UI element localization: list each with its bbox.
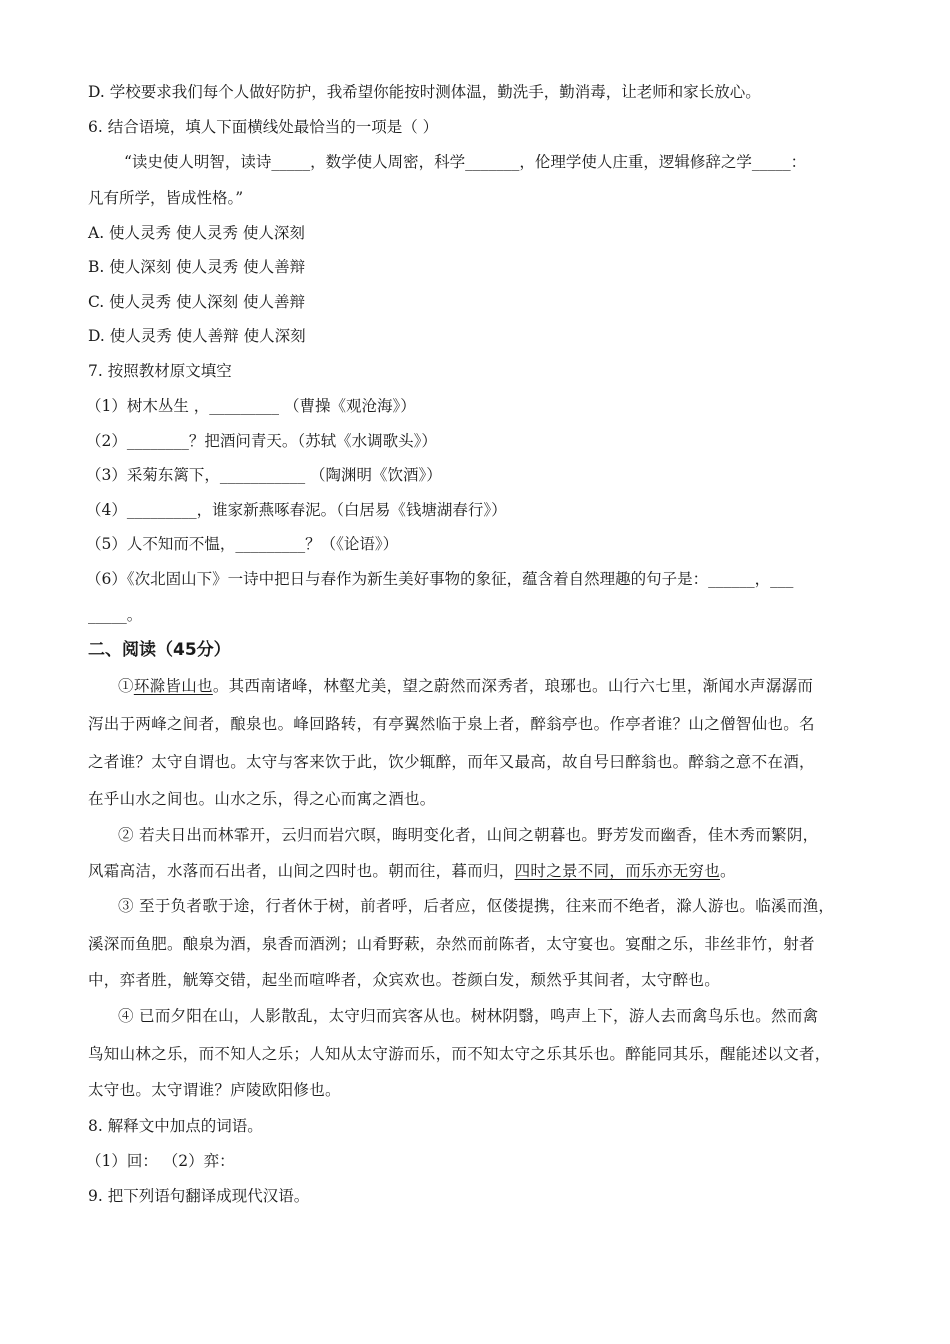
paragraph-number: ① (118, 677, 134, 695)
question-7-item-5: （5）人不知而不愠，_________？（《论语》） (86, 535, 399, 553)
underlined-phrase: 环滁皆山也 (133, 677, 213, 695)
question-8-stem: 8. 解释文中加点的词语。 (88, 1117, 263, 1135)
question-6-option-d: D. 使人灵秀 使人善辩 使人深刻 (88, 327, 306, 345)
question-6-quote-line-2: 凡有所学，皆成性格。” (88, 189, 244, 207)
question-7-stem: 7. 按照教材原文填空 (88, 362, 232, 380)
question-7-item-3: （3）采菊东篱下，___________ （陶渊明《饮酒》） (86, 466, 442, 484)
question-9-stem: 9. 把下列语句翻译成现代汉语。 (88, 1187, 310, 1205)
passage-text: 。 (720, 862, 736, 880)
question-6-stem: 6. 结合语境，填人下面横线处最恰当的一项是（ ） (88, 118, 439, 136)
passage-line: 中，弈者胜，觥筹交错，起坐而喧哗者，众宾欢也。苍颜白发，颓然乎其间者，太守醉也。 (88, 971, 721, 989)
question-7-item-1: （1）树木丛生 ，_________ （曹操《观沧海》） (86, 397, 416, 415)
question-6-option-c: C. 使人灵秀 使人深刻 使人善辩 (88, 293, 306, 311)
question-8-items: （1）回： （2）弈： (86, 1152, 235, 1170)
underlined-phrase: 四时之景不同，而乐亦无穷也 (514, 862, 721, 880)
question-6-quote-line-1: “读史使人明智，读诗_____，数学使人周密，科学_______，伦理学使人庄重，逻辑修辞之学_____： (124, 153, 807, 171)
passage-line: 在乎山水之间也。山水之乐，得之心而寓之酒也。 (88, 790, 436, 808)
passage-line: 溪深而鱼肥。酿泉为酒，泉香而酒洌；山肴野蔌，杂然而前陈者，太守宴也。宴酣之乐，非丝非竹，射者 (88, 935, 815, 953)
question-7-item-6-continued: _____。 (88, 606, 143, 624)
question-7-item-6: （6）《次北固山下》一诗中把日与春作为新生美好事物的象征，蕴含着自然理趣的句子是：______，___ (86, 570, 794, 588)
passage-line: 太守也。太守谓谁？庐陵欧阳修也。 (88, 1081, 341, 1099)
passage-line: ④ 已而夕阳在山，人影散乱，太守归而宾客从也。树林阴翳，鸣声上下，游人去而禽鸟乐也。然而禽 (118, 1007, 819, 1025)
passage-line: 泻出于两峰之间者，酿泉也。峰回路转，有亭翼然临于泉上者，醉翁亭也。作亭者谁？山之僧智仙也。名 (88, 715, 815, 733)
passage-line: ② 若夫日出而林霏开，云归而岩穴暝，晦明变化者，山间之朝暮也。野芳发而幽香，佳木秀而繁阴， (118, 826, 819, 844)
question-7-item-2: （2）________？把酒问青天。（苏轼《水调歌头》） (86, 432, 437, 450)
passage-line: 鸟知山林之乐，而不知人之乐；人知从太守游而乐，而不知太守之乐其乐也。醉能同其乐，醒能述以文者， (88, 1045, 831, 1063)
passage-text: 。其西南诸峰，林壑尤美，望之蔚然而深秀者，琅琊也。山行六七里，渐闻水声潺潺而 (212, 677, 814, 695)
question-5-option-d: D. 学校要求我们每个人做好防护，我希望你能按时测体温，勤洗手，勤消毒，让老师和家长放心。 (88, 83, 761, 101)
passage-text: 风霜高洁，水落而石出者，山间之四时也。朝而往，暮而归， (88, 862, 515, 880)
passage-line: ③ 至于负者歌于途，行者休于树，前者呼，后者应，伛偻提携，往来而不绝者，滁人游也。临溪而渔， (118, 897, 835, 915)
question-6-option-a: A. 使人灵秀 使人灵秀 使人深刻 (88, 224, 305, 242)
section-2-title: 二、阅读（45分） (88, 640, 231, 660)
question-7-item-4: （4）_________，谁家新燕啄春泥。（白居易《钱塘湖春行》） (86, 501, 507, 519)
passage-line: 之者谁？太守自谓也。太守与客来饮于此，饮少辄醉，而年又最高，故自号曰醉翁也。醉翁之意不在酒， (88, 753, 815, 771)
question-6-option-b: B. 使人深刻 使人灵秀 使人善辩 (88, 258, 306, 276)
